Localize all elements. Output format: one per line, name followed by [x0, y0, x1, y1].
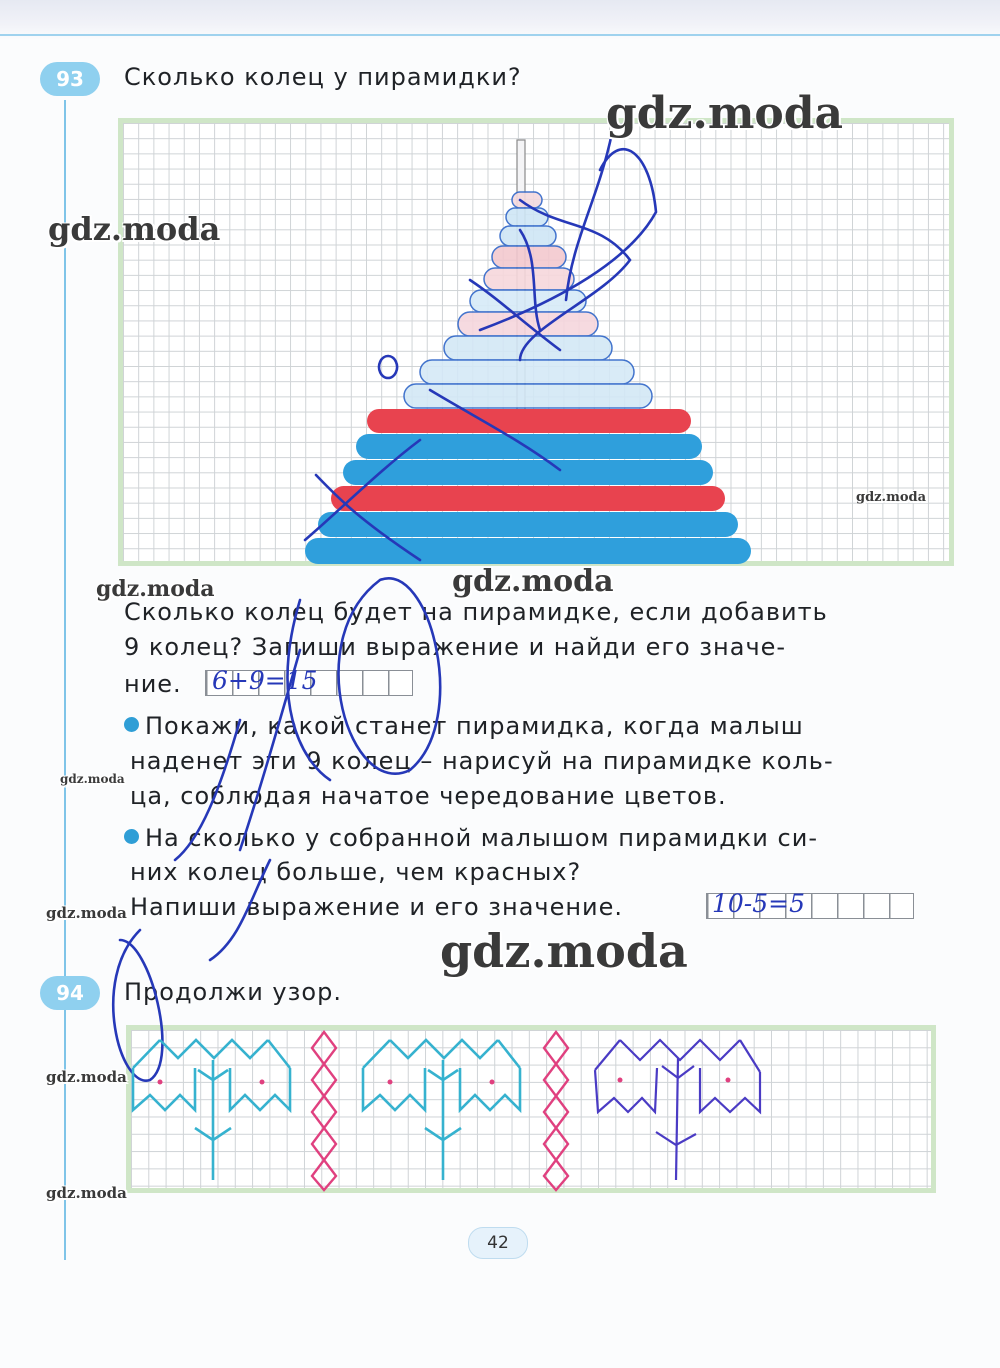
ring-blue — [305, 538, 751, 564]
task-93-bullet1-line3: ца, соблюдая начатое чередование цветов. — [130, 782, 727, 810]
pattern-motif-cyan-1 — [133, 1040, 290, 1180]
watermark: gdz.moda — [48, 210, 221, 248]
task-93-bullet1-line1: Покажи, какой станет пирамидка, когда малыш — [124, 712, 804, 740]
watermark: gdz.moda — [46, 1068, 127, 1086]
task-93-question: Сколько колец у пирамидки? — [124, 63, 522, 91]
task-93-para1-line3: ние. — [124, 670, 182, 698]
task-93-bullet2-line1: На сколько у собранной малышом пирамидки си- — [124, 824, 818, 852]
task-93-bullet1-line2: наденет эти 9 колец – нарисуй на пирамидке коль- — [130, 747, 834, 775]
watermark: gdz.moda — [440, 924, 688, 978]
watermark: gdz.moda — [46, 904, 127, 922]
pattern-pink-column-2 — [544, 1032, 568, 1190]
ring-red — [367, 409, 691, 433]
task-93-para1-line1: Сколько колец будет на пирамидке, если добавить — [124, 598, 828, 626]
answer-1-handwriting: 6+9=15 — [212, 666, 318, 695]
task-94-text: Продолжи узор. — [124, 978, 342, 1006]
watermark: gdz.moda — [856, 490, 927, 505]
ring-blue — [356, 434, 702, 459]
task-93-bullet2-line3: Напиши выражение и его значение. — [130, 893, 624, 921]
answer-2-handwriting: 10-5=5 — [712, 889, 806, 918]
task-93-badge: 93 — [40, 62, 100, 96]
pattern-pink-column-1 — [312, 1032, 336, 1190]
task-93-para1-line2: 9 колец? Запиши выражение и найди его значе- — [124, 633, 787, 661]
watermark: gdz.moda — [452, 564, 614, 599]
watermark: gdz.moda — [60, 772, 125, 786]
solid-rings — [305, 409, 751, 564]
ring-red — [331, 486, 725, 511]
pencil-rings — [404, 192, 652, 408]
ring-blue — [343, 460, 713, 485]
task-94-badge: 94 — [40, 976, 100, 1010]
pattern-motif-handdrawn — [595, 1040, 760, 1180]
pattern-motif-cyan-2 — [363, 1040, 520, 1180]
watermark: gdz.moda — [46, 1184, 127, 1202]
watermark: gdz.moda — [96, 576, 215, 602]
page-number: 42 — [468, 1227, 528, 1259]
task-93-bullet2-line2: них колец больше, чем красных? — [130, 858, 582, 886]
watermark: gdz.moda — [606, 88, 844, 139]
